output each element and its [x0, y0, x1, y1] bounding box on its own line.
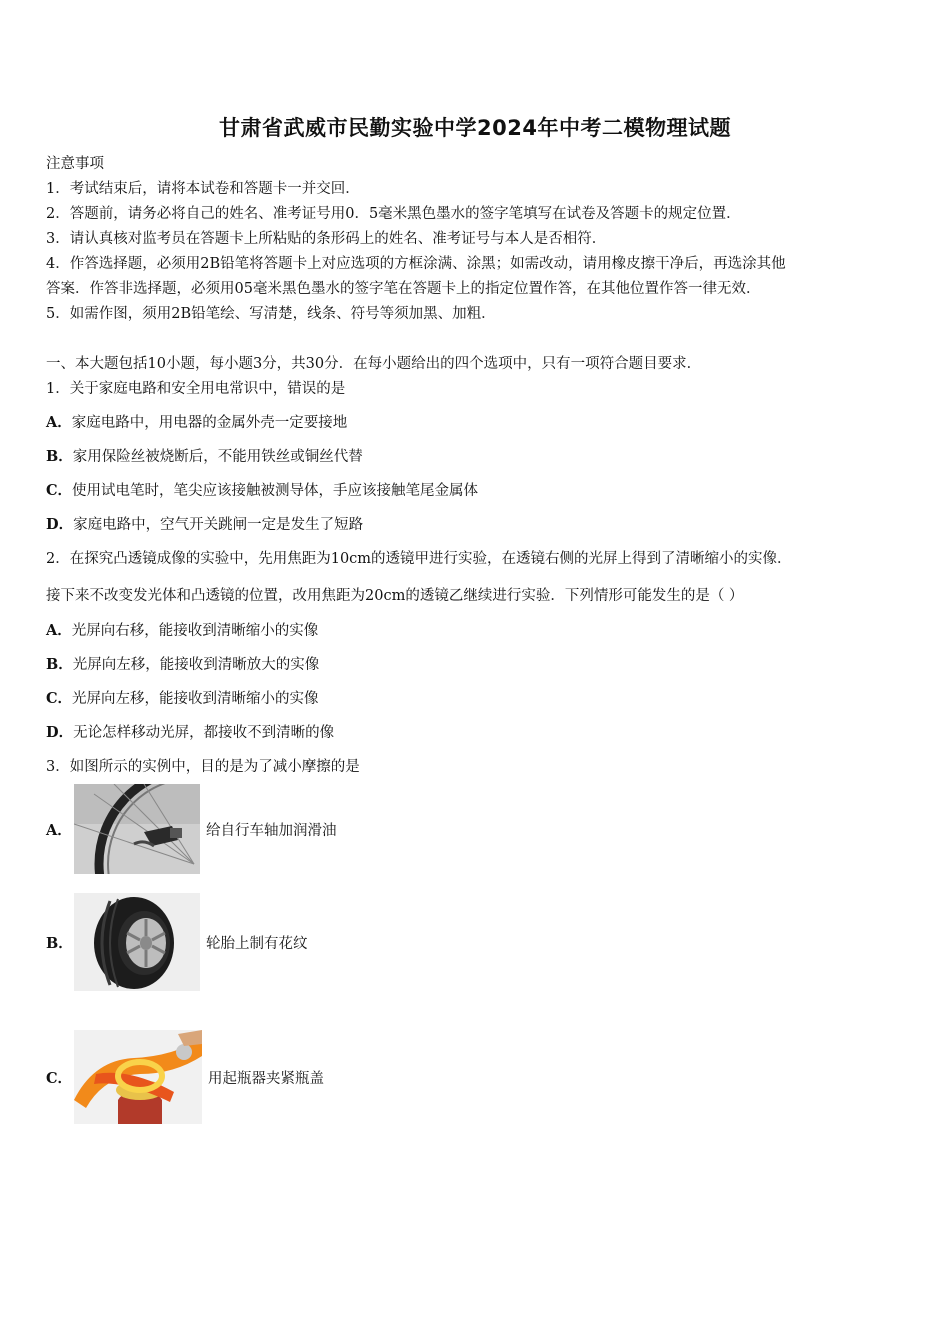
option-letter: C．: [46, 482, 73, 499]
question-1-stem: 1．关于家庭电路和安全用电常识中，错误的是: [46, 381, 346, 397]
question-2-option-b: [46, 653, 319, 674]
option-letter: D．: [46, 516, 74, 533]
option-letter: B．: [46, 448, 73, 465]
note-item: 5．如需作图，须用2B铅笔绘、写清楚，线条、符号等须加黑、加粗．: [46, 306, 496, 322]
option-text: 光屏向右移，能接收到清晰缩小的实像: [71, 623, 319, 639]
note-item: 2．答题前，请务必将自己的姓名、准考证号用0．5毫米黑色墨水的签字笔填写在试卷及答题卡的规定位置．: [46, 206, 741, 222]
note-item: 答案．作答非选择题，必须用05毫米黑色墨水的签字笔在答题卡上的指定位置作答，在其他位置作答一律无效．: [46, 281, 761, 297]
question-2-stem-line-2: 接下来不改变发光体和凸透镜的位置，改用焦距为20cm的透镜乙继续进行实验．下列情形可能发生的是（ ）: [46, 588, 744, 604]
option-text: 轮胎上制有花纹: [206, 935, 308, 952]
option-text: 用起瓶器夹紧瓶盖: [208, 1070, 324, 1087]
question-2-option-d: [46, 721, 334, 742]
option-text: 光屏向左移，能接收到清晰缩小的实像: [72, 691, 319, 707]
option-text: 给自行车轴加润滑油: [206, 822, 337, 839]
note-item: 1．考试结束后，请将本试卷和答题卡一并交回．: [46, 181, 360, 197]
tire-photo-icon: [74, 893, 200, 991]
bottle-opener-photo-icon: [74, 1030, 202, 1124]
question-1-option-c: [46, 479, 478, 500]
option-letter: A．: [46, 821, 72, 839]
option-letter: C．: [46, 1069, 73, 1087]
question-3-stem: 3．如图所示的实例中，目的是为了减小摩擦的是: [46, 759, 360, 775]
question-3-option-c: [46, 1030, 324, 1124]
question-3-option-a: [46, 784, 337, 874]
question-2-option-a: [46, 619, 318, 640]
option-letter: A．: [46, 414, 72, 431]
option-letter: A．: [46, 622, 72, 639]
page-title: 甘肃省武威市民勤实验中学2024年中考二模物理试题: [219, 116, 731, 140]
question-2-stem-line-1: 2．在探究凸透镜成像的实验中，先用焦距为10cm的透镜甲进行实验，在透镜右侧的光屏上得到了清晰缩小的实像．: [46, 551, 792, 567]
question-3-option-b: [46, 893, 308, 991]
question-1-option-b: [46, 445, 363, 466]
option-text: 光屏向左移，能接收到清晰放大的实像: [72, 657, 320, 673]
option-text: 使用试电笔时，笔尖应该接触被测导体，手应该接触笔尾金属体: [72, 483, 479, 499]
option-text: 家用保险丝被烧断后，不能用铁丝或铜丝代替: [72, 449, 363, 465]
option-letter: C．: [46, 690, 73, 707]
option-text: 家庭电路中，空气开关跳闸一定是发生了短路: [73, 517, 364, 533]
option-text: 家庭电路中，用电器的金属外壳一定要接地: [71, 415, 348, 431]
section-heading: 一、本大题包括10小题，每小题3分，共30分．在每小题给出的四个选项中，只有一项符合题目要求．: [46, 356, 702, 372]
question-1-option-d: [46, 513, 363, 534]
notes-heading: 注意事项: [46, 156, 104, 172]
question-2-option-c: [46, 687, 319, 708]
question-1-option-a: [46, 411, 347, 432]
option-text: 无论怎样移动光屏，都接收不到清晰的像: [73, 725, 335, 741]
note-item: 4．作答选择题，必须用2B铅笔将答题卡上对应选项的方框涂满、涂黑；如需改动，请用橡皮擦干净后，再选涂其他: [46, 256, 786, 272]
option-letter: D．: [46, 724, 74, 741]
bicycle-oil-photo-icon: [74, 784, 200, 874]
option-letter: B．: [46, 656, 73, 673]
option-letter: B．: [46, 934, 73, 952]
note-item: 3．请认真核对监考员在答题卡上所粘贴的条形码上的姓名、准考证号与本人是否相符．: [46, 231, 607, 247]
